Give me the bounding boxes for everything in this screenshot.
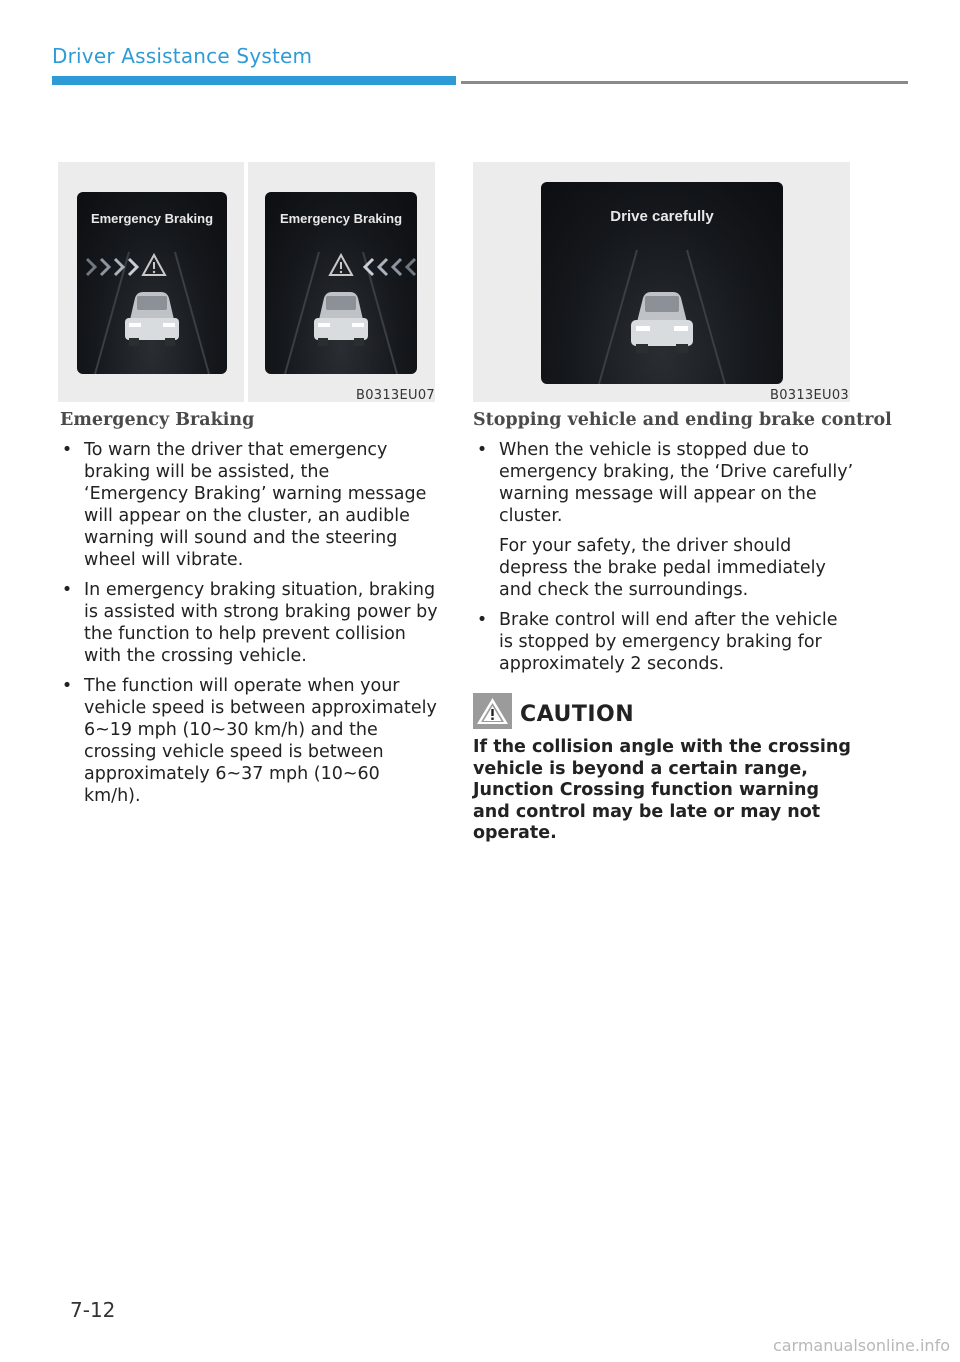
page-number: 7-12 — [70, 1298, 116, 1322]
vehicle-graphic — [77, 192, 227, 374]
bullet-list — [58, 439, 438, 815]
list-item: • In emergency braking situation, braking is assisted with strong braking power by the function to help prevent collision with the crossing vehicle. — [61, 580, 438, 666]
list-item: • When the vehicle is stopped due to emergency braking, the ‘Drive carefully’ warning message will appear on the cluster. For your safety, the driver should depress the brake pedal immediately and check the surroundings. — [476, 440, 854, 600]
cluster-screen — [265, 192, 417, 374]
vehicle-graphic — [541, 182, 783, 384]
screen-title: Emergency Braking — [279, 211, 403, 226]
bullet-subtext: For your safety, the driver should depress the brake pedal immediately and check the surroundings. — [499, 536, 826, 600]
warning-triangle-icon — [330, 255, 352, 275]
caution-text: If the collision angle with the crossing vehicle is beyond a certain range, Junction Crossing function warning and control may be late or may not operate. — [473, 737, 851, 843]
bullet-text: When the vehicle is stopped due to emergency braking, the ‘Drive carefully’ warning message will appear on the cluster. — [499, 440, 854, 526]
car-icon — [125, 292, 179, 346]
section-title: Driver Assistance System — [52, 44, 313, 68]
section-heading: Stopping vehicle and ending brake control — [473, 410, 892, 430]
chevron-left-icon — [365, 259, 415, 275]
bullet-text: Brake control will end after the vehicle is stopped by emergency braking for approximately 2 seconds. — [499, 610, 838, 674]
section-heading: Emergency Braking — [60, 410, 255, 430]
bullet-text: In emergency braking situation, braking is assisted with strong braking power by the function to help prevent collision with the crossing vehicle. — [84, 580, 438, 666]
warning-triangle-icon — [143, 255, 165, 275]
cluster-screen — [541, 182, 783, 384]
list-item: • Brake control will end after the vehicle is stopped by emergency braking for approximately 2 seconds. — [476, 610, 838, 674]
list-item: • To warn the driver that emergency braking will be assisted, the ‘Emergency Braking’ warning message will appear on the cluster, an audible warning will sound and the steering wheel will vibrate. — [61, 440, 427, 570]
chevron-right-icon — [87, 259, 137, 275]
screen-title: Emergency Braking — [90, 211, 214, 226]
vehicle-graphic — [265, 192, 417, 374]
bullet-list — [473, 439, 855, 683]
caution-title: CAUTION — [520, 702, 635, 727]
watermark: carmanualsonline.info — [772, 1336, 950, 1355]
screen-title: Drive carefully — [610, 208, 714, 225]
figure-code: B0313EU07 — [356, 388, 435, 403]
car-icon — [314, 292, 368, 346]
header-rule — [461, 81, 908, 84]
figure-code: B0313EU03 — [770, 388, 849, 403]
figure-emergency-braking-left — [58, 162, 244, 402]
figure-emergency-braking-right — [248, 162, 435, 402]
header-accent-bar — [52, 76, 456, 85]
car-icon — [631, 292, 693, 353]
cluster-screen — [77, 192, 227, 374]
figure-drive-carefully — [473, 162, 850, 402]
list-item: • The function will operate when your vehicle speed is between approximately 6~19 mph (10~30 km/h) and the crossing vehicle speed is between approximately 6~37 mph (10~60 km/h). — [61, 676, 437, 806]
bullet-text: To warn the driver that emergency braking will be assisted, the ‘Emergency Braking’ warning message will appear on the cluster, an audible warning will sound and the steering wheel will vibrate. — [84, 440, 427, 570]
bullet-text: The function will operate when your vehicle speed is between approximately 6~19 mph (10~30 km/h) and the crossing vehicle speed is between approximately 6~37 mph (10~60 km/h). — [84, 676, 437, 806]
caution-icon — [473, 693, 512, 729]
